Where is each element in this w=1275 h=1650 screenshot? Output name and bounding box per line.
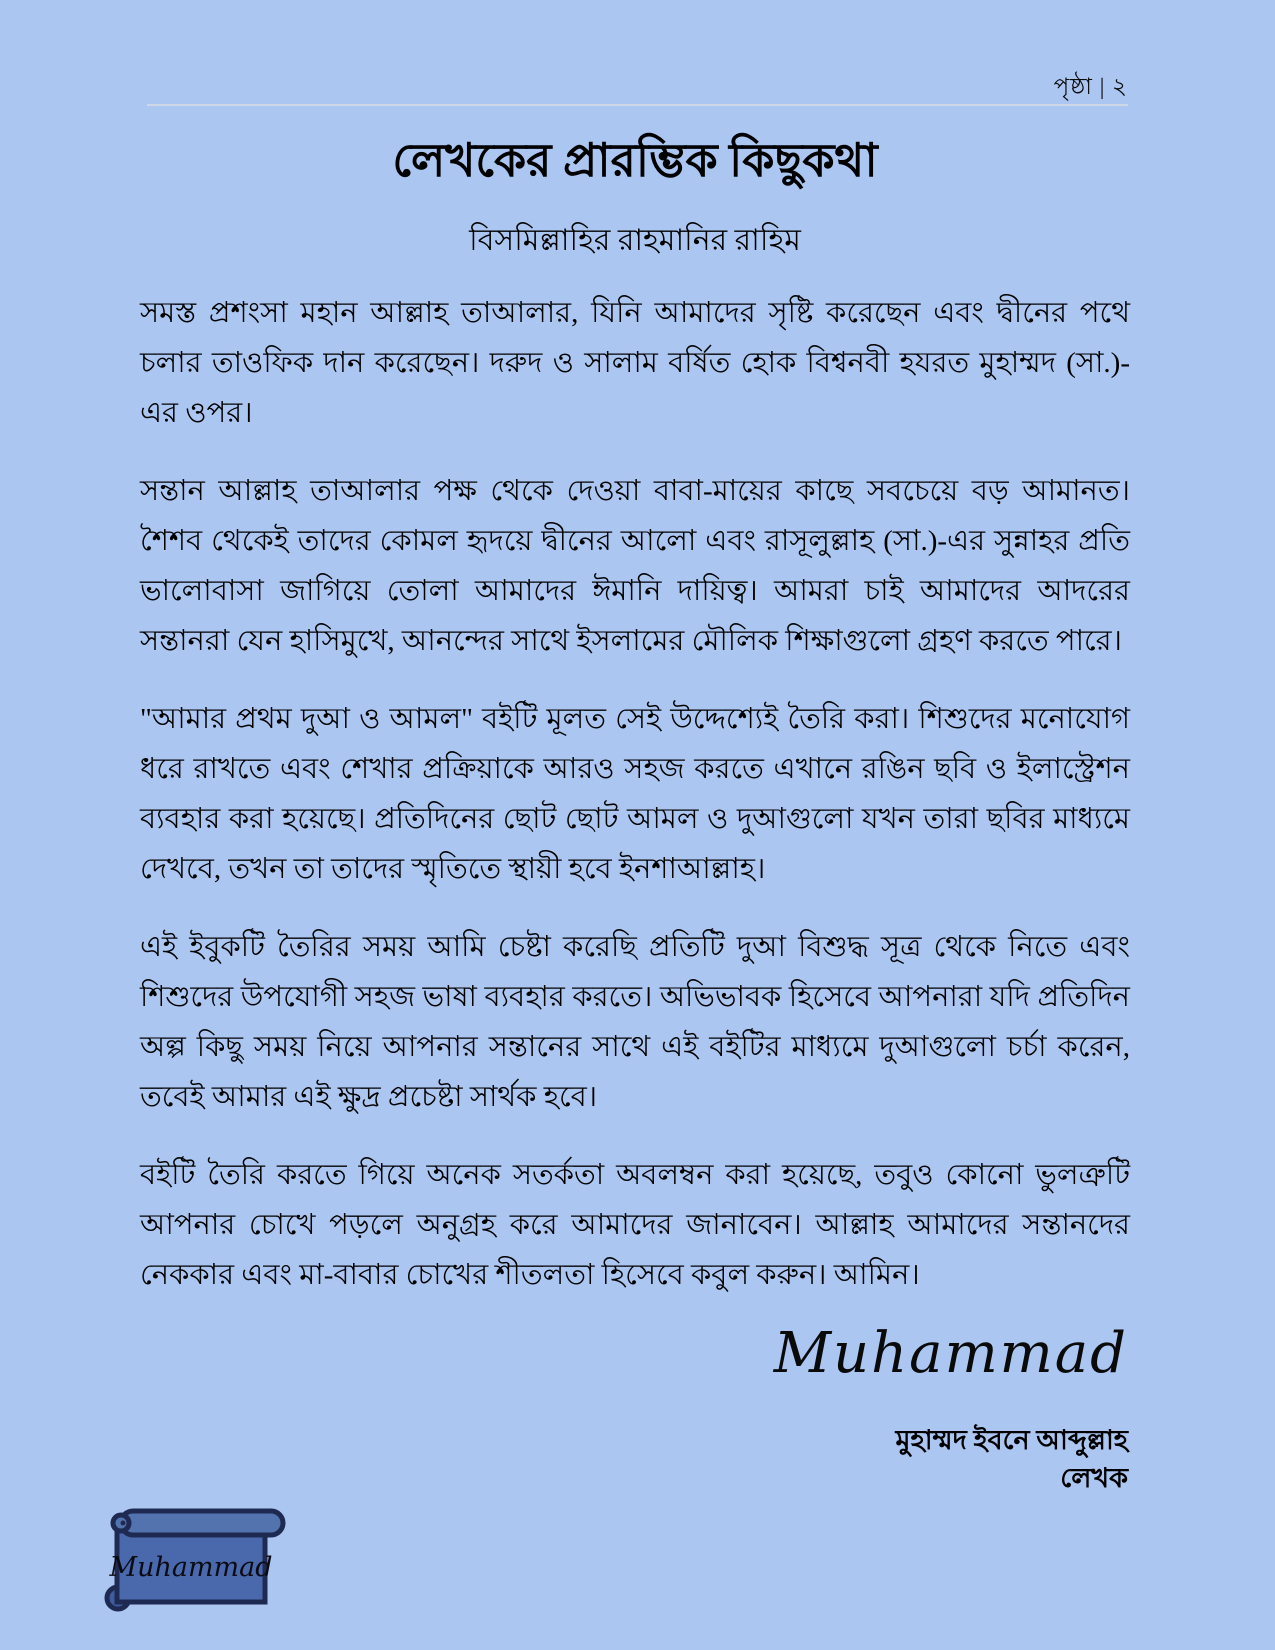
header-divider	[147, 104, 1128, 106]
author-signature: Muhammad	[773, 1321, 1128, 1386]
scroll-logo-text: Muhammad	[109, 1552, 273, 1583]
paragraph-1: সমস্ত প্রশংসা মহান আল্লাহ তাআলার, যিনি আমাদের সৃষ্টি করেছেন এবং দ্বীনের পথে চলার তাওফিক দান করেছেন। দরুদ ও সালাম বর্ষিত হোক বিশ্বনবী হযরত মুহাম্মদ (সা.)-এর ওপর।	[140, 296, 1130, 429]
page-number: পৃষ্ঠা | ২	[1053, 74, 1128, 99]
paragraph-5: বইটি তৈরি করতে গিয়ে অনেক সতর্কতা অবলম্বন করা হয়েছে, তবুও কোনো ভুলত্রুটি আপনার চোখে পড়লে অনুগ্রহ করে আমাদের জানাবেন। আল্লাহ আমাদের সন্তানদের নেককার এবং মা-বাবার চোখের শীতলতা হিসেবে কবুল করুন। আমিন।	[140, 1158, 1130, 1291]
preface-body	[140, 288, 1130, 1300]
author-name: মুহাম্মদ ইবনে আব্দুল্লাহ	[895, 1425, 1128, 1455]
bismillah-subtitle: বিসমিল্লাহির রাহমানির রাহিম	[469, 223, 801, 257]
paragraph-3: "আমার প্রথম দুআ ও আমল" বইটি মূলত সেই উদ্দেশ্যেই তৈরি করা। শিশুদের মনোযোগ ধরে রাখতে এবং শেখার প্রক্রিয়াকে আরও সহজ করতে এখানে রঙিন ছবি ও ইলাস্ট্রেশন ব্যবহার করা হয়েছে। প্রতিদিনের ছোট ছোট আমল ও দুআগুলো যখন তারা ছবির মাধ্যমে দেখবে, তখন তা তাদের স্মৃতিতে স্থায়ী হবে ইনশাআল্লাহ।	[140, 702, 1130, 885]
paragraph-4: এই ইবুকটি তৈরির সময় আমি চেষ্টা করেছি প্রতিটি দুআ বিশুদ্ধ সূত্র থেকে নিতে এবং শিশুদের উপযোগী সহজ ভাষা ব্যবহার করতে। অভিভাবক হিসেবে আপনারা যদি প্রতিদিন অল্প কিছু সময় নিয়ে আপনার সন্তানের সাথে এই বইটির মাধ্যমে দুআগুলো চর্চা করেন, তবেই আমার এই ক্ষুদ্র প্রচেষ্টা সার্থক হবে।	[140, 930, 1130, 1113]
author-logo-badge	[104, 1506, 290, 1614]
paragraph-2: সন্তান আল্লাহ তাআলার পক্ষ থেকে দেওয়া বাবা-মায়ের কাছে সবচেয়ে বড় আমানত। শৈশব থেকেই তাদের কোমল হৃদয়ে দ্বীনের আলো এবং রাসূলুল্লাহ (সা.)-এর সুন্নাহর প্রতি ভালোবাসা জাগিয়ে তোলা আমাদের ঈমানি দায়িত্ব। আমরা চাই আমাদের আদরের সন্তানরা যেন হাসিমুখে, আনন্দের সাথে ইসলামের মৌলিক শিক্ষাগুলো গ্রহণ করতে পারে।	[140, 474, 1130, 657]
page-title: লেখকের প্রারম্ভিক কিছুকথা	[392, 135, 878, 186]
main-content	[140, 128, 1130, 1328]
scroll-icon	[104, 1506, 290, 1614]
author-role-label: লেখক	[1060, 1463, 1128, 1493]
